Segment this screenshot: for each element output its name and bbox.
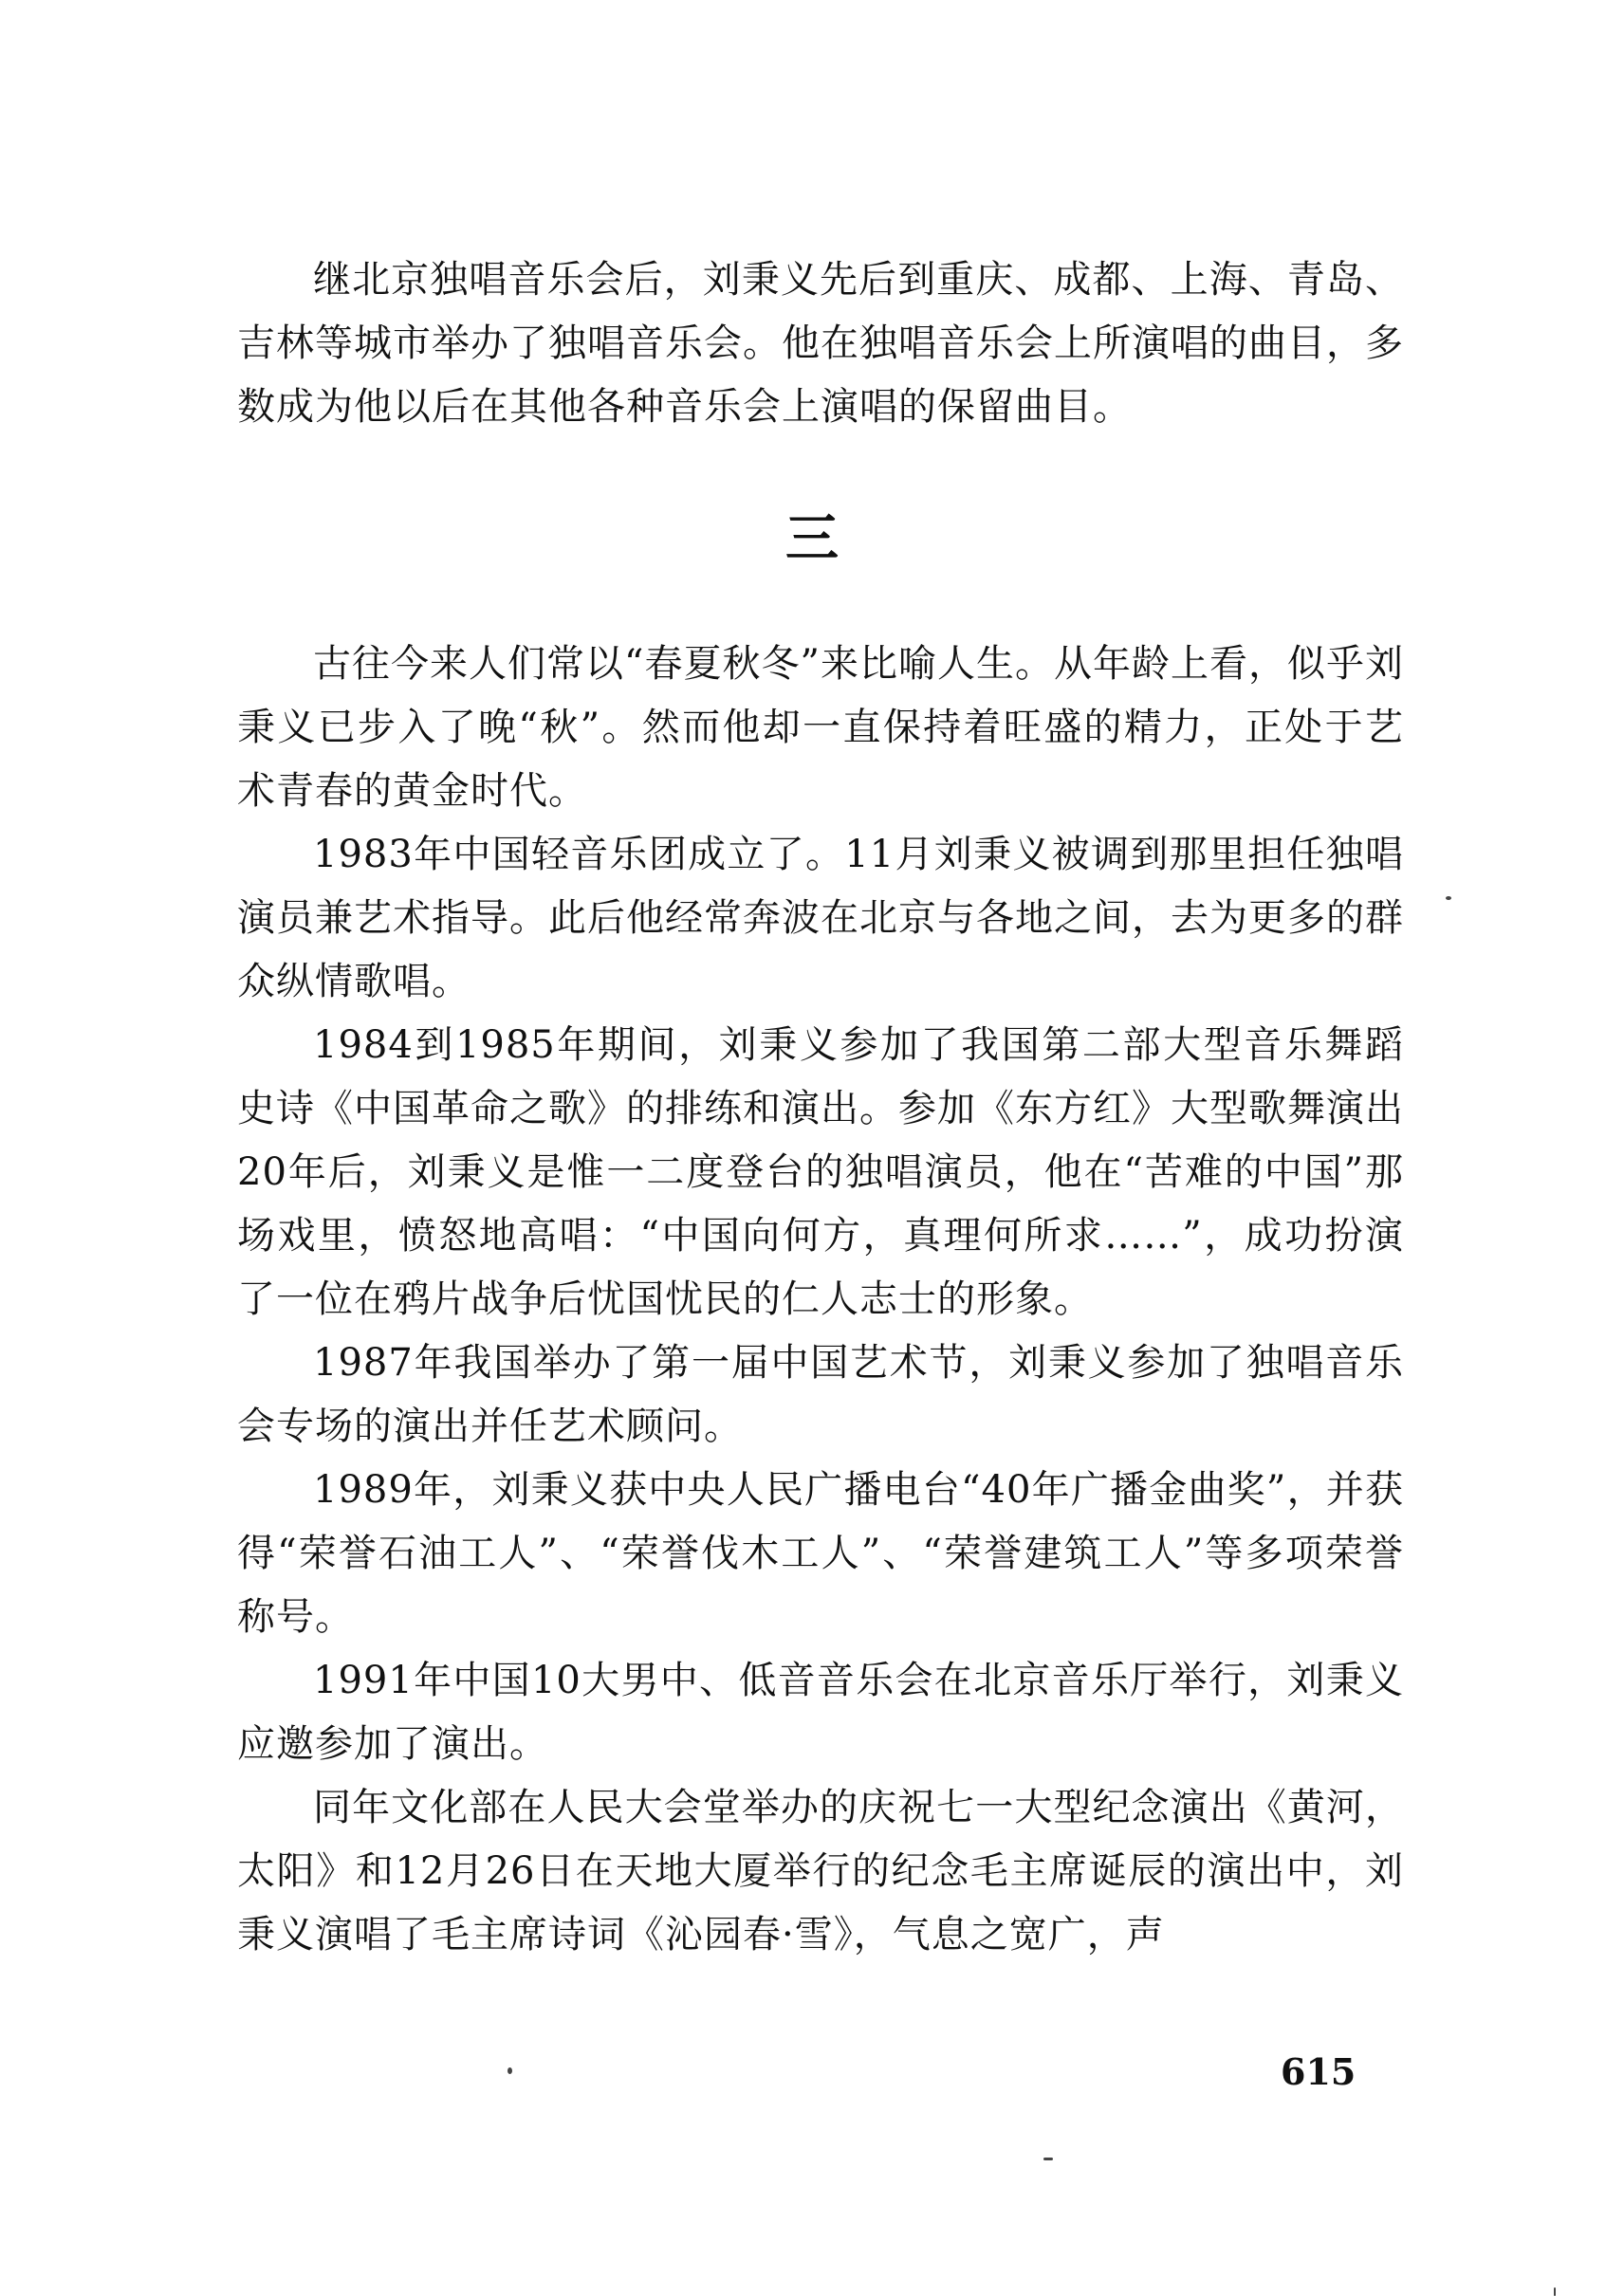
scan-speck	[1446, 896, 1451, 900]
scan-speck	[1554, 2287, 1556, 2296]
paragraph: 1987年我国举办了第一届中国艺术节，刘秉义参加了独唱音乐会专场的演出并任艺术顾问。	[237, 1341, 1404, 1448]
section-heading: 三	[785, 507, 839, 570]
page-number: 615	[1281, 2050, 1356, 2093]
intro-text	[237, 248, 1404, 439]
paragraph: 同年文化部在人民大会堂举办的庆祝七一大型纪念演出《黄河，太阳》和12月26日在天地大厦举行的纪念毛主席诞辰的演出中，刘秉义演唱了毛主席诗词《沁园春·雪》，气息之宽广，声	[237, 1786, 1404, 1956]
paragraph: 古往今来人们常以“春夏秋冬”来比喻人生。从年龄上看，似乎刘秉义已步入了晚“秋”。然而他却一直保持着旺盛的精力，正处于艺术青春的黄金时代。	[237, 642, 1404, 813]
body-text	[237, 633, 1404, 1967]
paragraph: 1991年中国10大男中、低音音乐会在北京音乐厅举行，刘秉义应邀参加了演出。	[237, 1659, 1404, 1766]
scan-speck	[1043, 2158, 1053, 2160]
paragraph: 1984到1985年期间，刘秉义参加了我国第二部大型音乐舞蹈史诗《中国革命之歌》的排练和演出。参加《东方红》大型歌舞演出20年后，刘秉义是惟一二度登台的独唱演员，他在“苦难的中国”那场戏里，愤怒地高唱：“中国向何方，真理何所求……”，成功扮演了一位在鸦片战争后忧国忧民的仁人志士的形象。	[237, 1023, 1404, 1321]
scan-speck	[508, 2067, 512, 2074]
paragraph: 1983年中国轻音乐团成立了。11月刘秉义被调到那里担任独唱演员兼艺术指导。此后他经常奔波在北京与各地之间，去为更多的群众纵情歌唱。	[237, 833, 1404, 1003]
intro-paragraph: 继北京独唱音乐会后，刘秉义先后到重庆、成都、上海、青岛、吉林等城市举办了独唱音乐会。他在独唱音乐会上所演唱的曲目，多数成为他以后在其他各种音乐会上演唱的保留曲目。	[237, 258, 1404, 429]
paragraph: 1989年，刘秉义获中央人民广播电台“40年广播金曲奖”，并获得“荣誉石油工人”、“荣誉伐木工人”、“荣誉建筑工人”等多项荣誉称号。	[237, 1468, 1404, 1639]
